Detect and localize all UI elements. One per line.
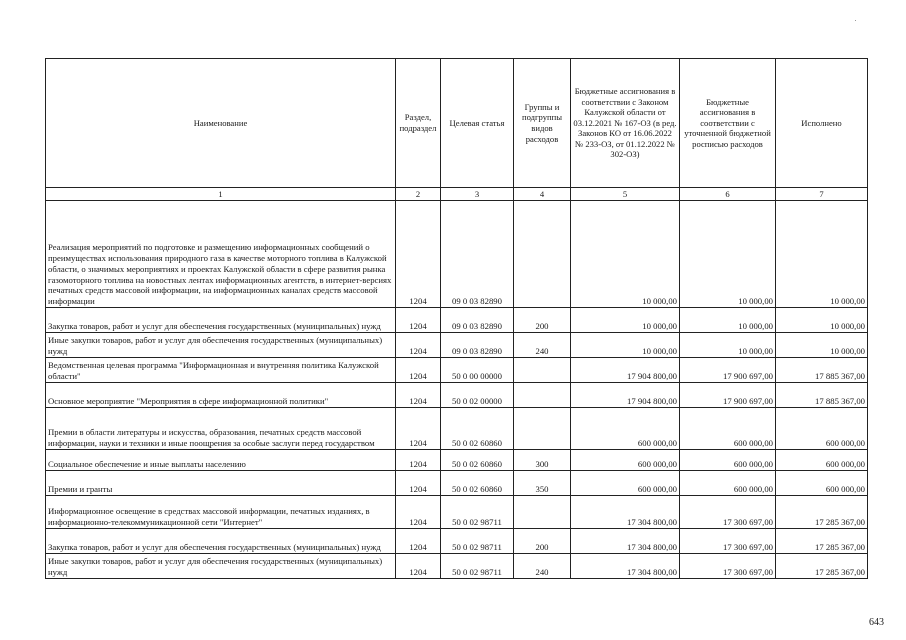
table-row (46, 308, 868, 333)
header-expense-groups: Группы и подгруппы видов расходов (514, 59, 571, 188)
row-expense-group: 350 (514, 471, 571, 496)
row-expense-group: 300 (514, 450, 571, 471)
row-law-amount: 17 904 800,00 (571, 358, 680, 383)
row-target-article: 50 0 02 98711 (441, 529, 514, 554)
row-name: Закупка товаров, работ и услуг для обеспечения государственных (муниципальных) нужд (46, 308, 396, 333)
budget-table (45, 58, 868, 579)
header-execution: Исполнено (776, 59, 868, 188)
row-name: Премии в области литературы и искусства, образования, печатных средств массовой информации, науки и техники и иные поощрения за особые заслуги перед государством (46, 408, 396, 450)
column-number: 6 (680, 188, 776, 201)
row-section: 1204 (396, 408, 441, 450)
column-number: 5 (571, 188, 680, 201)
row-name: Ведомственная целевая программа "Информационная и внутренняя политика Калужской области" (46, 358, 396, 383)
row-law-amount: 600 000,00 (571, 408, 680, 450)
header-target-article: Целевая статья (441, 59, 514, 188)
row-target-article: 50 0 02 98711 (441, 496, 514, 529)
row-target-article: 09 0 03 82890 (441, 308, 514, 333)
row-section: 1204 (396, 496, 441, 529)
row-name: Основное мероприятие "Мероприятия в сфере информационной политики" (46, 383, 396, 408)
row-execution-amount: 10 000,00 (776, 308, 868, 333)
row-name: Информационное освещение в средствах массовой информации, печатных изданиях, в информационно-телекоммуникационной сети "Интернет" (46, 496, 396, 529)
row-target-article: 50 0 02 60860 (441, 450, 514, 471)
row-expense-group (514, 408, 571, 450)
header-name: Наименование (46, 59, 396, 188)
row-revised-amount: 10 000,00 (680, 333, 776, 358)
row-law-amount: 10 000,00 (571, 308, 680, 333)
row-revised-amount: 600 000,00 (680, 408, 776, 450)
row-name: Социальное обеспечение и иные выплаты населению (46, 450, 396, 471)
table-row (46, 358, 868, 383)
table-row (46, 554, 868, 579)
header-row (46, 59, 868, 188)
row-target-article: 09 0 03 82890 (441, 201, 514, 308)
table-row (46, 201, 868, 308)
column-number: 2 (396, 188, 441, 201)
scan-mark (855, 20, 856, 21)
row-revised-amount: 17 900 697,00 (680, 383, 776, 408)
table-row (46, 496, 868, 529)
row-expense-group: 240 (514, 554, 571, 579)
row-target-article: 50 0 00 00000 (441, 358, 514, 383)
row-revised-amount: 600 000,00 (680, 471, 776, 496)
row-execution-amount: 17 285 367,00 (776, 554, 868, 579)
row-target-article: 50 0 02 60860 (441, 408, 514, 450)
row-expense-group: 240 (514, 333, 571, 358)
row-revised-amount: 17 300 697,00 (680, 529, 776, 554)
header-law-allocations: Бюджетные ассигнования в соответствии с Законом Калужской области от 03.12.2021 № 167-ОЗ (в ред. Законов КО от 16.06.2022 № 233-ОЗ, от 01.12.2022 № 302-ОЗ) (571, 59, 680, 188)
row-execution-amount: 17 285 367,00 (776, 496, 868, 529)
row-target-article: 50 0 02 60860 (441, 471, 514, 496)
column-number: 3 (441, 188, 514, 201)
row-law-amount: 10 000,00 (571, 201, 680, 308)
table-header (46, 59, 868, 201)
table-row (46, 450, 868, 471)
column-number: 7 (776, 188, 868, 201)
table-body (46, 201, 868, 579)
row-section: 1204 (396, 471, 441, 496)
row-revised-amount: 10 000,00 (680, 201, 776, 308)
table-row (46, 471, 868, 496)
table-row (46, 333, 868, 358)
column-number-row (46, 188, 868, 201)
row-name: Премии и гранты (46, 471, 396, 496)
row-expense-group (514, 358, 571, 383)
row-law-amount: 600 000,00 (571, 471, 680, 496)
row-law-amount: 10 000,00 (571, 333, 680, 358)
row-execution-amount: 10 000,00 (776, 333, 868, 358)
row-expense-group (514, 383, 571, 408)
row-law-amount: 17 304 800,00 (571, 554, 680, 579)
row-law-amount: 600 000,00 (571, 450, 680, 471)
row-section: 1204 (396, 358, 441, 383)
row-section: 1204 (396, 308, 441, 333)
row-name: Иные закупки товаров, работ и услуг для обеспечения государственных (муниципальных) нужд (46, 554, 396, 579)
table-row (46, 529, 868, 554)
row-expense-group (514, 496, 571, 529)
row-section: 1204 (396, 450, 441, 471)
row-name: Закупка товаров, работ и услуг для обеспечения государственных (муниципальных) нужд (46, 529, 396, 554)
row-revised-amount: 17 900 697,00 (680, 358, 776, 383)
row-expense-group (514, 201, 571, 308)
row-execution-amount: 17 885 367,00 (776, 383, 868, 408)
row-expense-group: 200 (514, 529, 571, 554)
row-section: 1204 (396, 529, 441, 554)
row-name: Иные закупки товаров, работ и услуг для обеспечения государственных (муниципальных) нужд (46, 333, 396, 358)
page-number: 643 (869, 617, 884, 628)
row-section: 1204 (396, 333, 441, 358)
row-expense-group: 200 (514, 308, 571, 333)
row-name: Реализация мероприятий по подготовке и размещению информационных сообщений о преимуществах использования природного газа в качестве моторного топлива в Калужской области, о значимых мероприятиях и проектах Калужской области в сфере развития рынка газомоторного топлива на новостных лентах информационных агентств, в интернет-версиях печатных средств массовой информации, на информационных каналах средств массовой информации (46, 201, 396, 308)
row-target-article: 50 0 02 00000 (441, 383, 514, 408)
row-revised-amount: 17 300 697,00 (680, 554, 776, 579)
header-revised-allocations: Бюджетные ассигнования в соответствии с уточненной бюджетной росписью расходов (680, 59, 776, 188)
row-execution-amount: 17 885 367,00 (776, 358, 868, 383)
header-section: Раздел, подраздел (396, 59, 441, 188)
row-section: 1204 (396, 554, 441, 579)
row-execution-amount: 600 000,00 (776, 408, 868, 450)
column-number: 4 (514, 188, 571, 201)
row-execution-amount: 600 000,00 (776, 471, 868, 496)
row-law-amount: 17 304 800,00 (571, 496, 680, 529)
table-row (46, 383, 868, 408)
column-number: 1 (46, 188, 396, 201)
row-execution-amount: 10 000,00 (776, 201, 868, 308)
row-target-article: 50 0 02 98711 (441, 554, 514, 579)
table-row (46, 408, 868, 450)
row-section: 1204 (396, 201, 441, 308)
row-law-amount: 17 304 800,00 (571, 529, 680, 554)
row-execution-amount: 600 000,00 (776, 450, 868, 471)
row-revised-amount: 17 300 697,00 (680, 496, 776, 529)
row-section: 1204 (396, 383, 441, 408)
row-execution-amount: 17 285 367,00 (776, 529, 868, 554)
row-revised-amount: 600 000,00 (680, 450, 776, 471)
row-target-article: 09 0 03 82890 (441, 333, 514, 358)
row-revised-amount: 10 000,00 (680, 308, 776, 333)
row-law-amount: 17 904 800,00 (571, 383, 680, 408)
